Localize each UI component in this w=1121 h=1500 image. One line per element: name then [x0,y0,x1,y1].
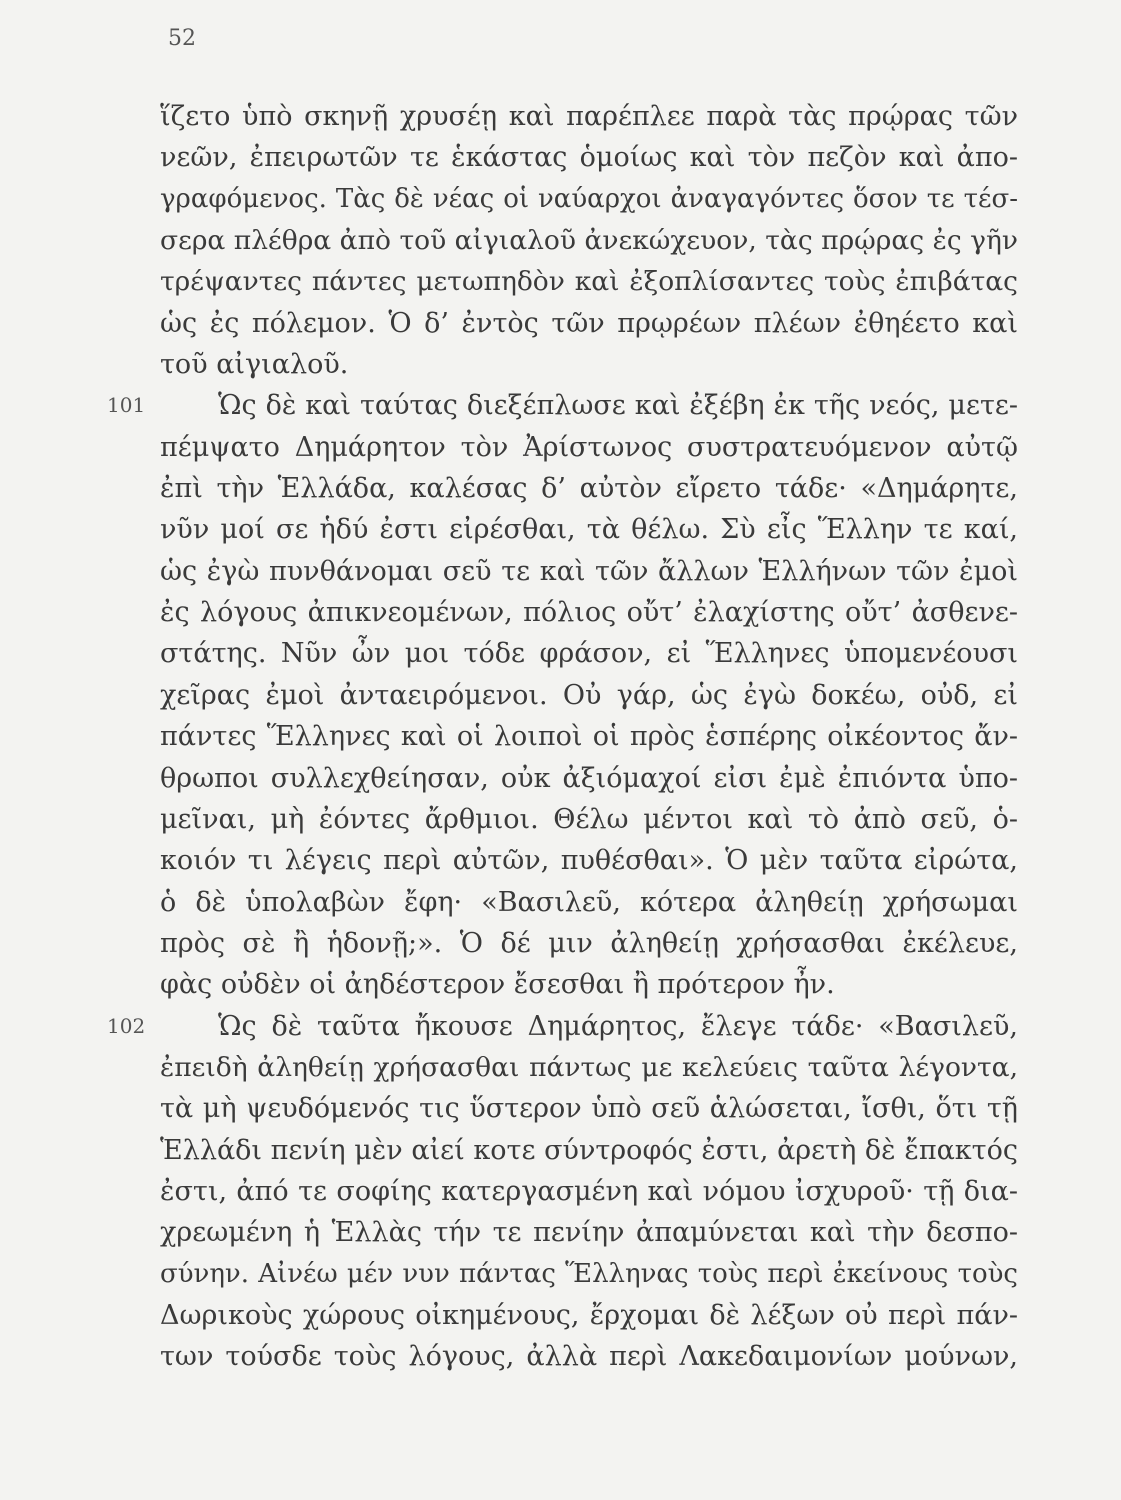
text-line: νεῶν, ἐπειρωτῶν τε ἑκάστας ὁμοίως καὶ τὸν πεζὸν καὶ ἀπο- [160,142,1018,174]
text-line: ἐστι, ἀπό τε σοφίης κατεργασμένη καὶ νόμου ἰσχυροῦ· τῇ δια- [160,1175,1018,1207]
text-line: μεῖναι, μὴ ἐόντες ἄρθμιοι. Θέλω μέντοι καὶ τὸ ἀπὸ σεῦ, ὁ- [160,803,1018,835]
text-line: τὰ μὴ ψευδόμενός τις ὕστερον ὑπὸ σεῦ ἁλώσεται, ἴσθι, ὅτι τῇ [160,1093,1018,1125]
text-line: τοῦ αἰγιαλοῦ. [160,349,349,381]
text-line: πάντες Ἕλληνες καὶ οἱ λοιποὶ οἱ πρὸς ἑσπέρης οἰκέοντος ἄν- [160,721,1018,753]
text-line: Δωρικοὺς χώρους οἰκημένους, ἔρχομαι δὲ λέξων οὐ περὶ πάν- [160,1299,1018,1331]
text-line: ἵζετο ὑπὸ σκηνῇ χρυσέῃ καὶ παρέπλεε παρὰ τὰς πρῴρας τῶν [160,101,1018,132]
page-number: 52 [168,26,196,51]
text-line: τρέψαντες πάντες μετωπηδὸν καὶ ἐξοπλίσαντες τοὺς ἐπιβάτας [160,266,1018,298]
text-line: στάτης. Νῦν ὦν μοι τόδε φράσον, εἰ Ἕλληνες ὑπομενέουσι [160,638,1018,670]
text-line: νῦν μοί σε ἡδύ ἐστι εἰρέσθαι, τὰ θέλω. Σὺ εἶς Ἕλλην τε καί, [160,514,1018,546]
greek-text-body [107,96,1018,1378]
text-line: θρωποι συλλεχθείησαν, οὐκ ἀξιόμαχοί εἰσι ἐμὲ ἐπιόντα ὑπο- [160,762,1018,794]
text-line: φὰς οὐδὲν οἱ ἀηδέστερον ἔσεσθαι ἢ πρότερον ἦν. [160,969,835,1001]
text-line: ἐπειδὴ ἀληθείῃ χρήσασθαι πάντως με κελεύεις ταῦτα λέγοντα, [160,1051,1018,1083]
text-line: ὡς ἐγὼ πυνθάνομαι σεῦ τε καὶ τῶν ἄλλων Ἑλλήνων τῶν ἐμοὶ [160,555,1018,587]
text-line: χρεωμένη ἡ Ἑλλὰς τήν τε πενίην ἀπαμύνεται καὶ τὴν δεσπο- [160,1217,1018,1249]
text-line: σύνην. Αἰνέω μέν νυν πάντας Ἕλληνας τοὺς περὶ ἐκείνους τοὺς [160,1258,1018,1289]
text-line: ἐς λόγους ἀπικνεομένων, πόλιος οὔτ’ ἐλαχίστης οὔτ’ ἀσθενε- [160,597,1018,629]
text-line: Ὡς δὲ καὶ ταύτας διεξέπλωσε καὶ ἐξέβη ἐκ τῆς νεός, μετε- [218,390,1018,422]
text-line: χεῖρας ἐμοὶ ἀνταειρόμενοι. Οὐ γάρ, ὡς ἐγὼ δοκέω, οὐδ, εἰ [160,679,1018,711]
text-line: σερα πλέθρα ἀπὸ τοῦ αἰγιαλοῦ ἀνεκώχευον, τὰς πρῴρας ἐς γῆν [160,225,1018,257]
text-line: γραφόμενος. Τὰς δὲ νέας οἱ ναύαρχοι ἀναγαγόντες ὅσον τε τέσ- [160,183,1018,214]
text-line: ὁ δὲ ὑπολαβὼν ἔφη· «Βασιλεῦ, κότερα ἀληθείῃ χρήσωμαι [160,886,1018,918]
section-101-first-line [107,385,1018,426]
text-line: πέμψατο Δημάρητον τὸν Ἀρίστωνος συστρατευόμενον αὐτῷ [160,431,1018,463]
text-line: Ὡς δὲ ταῦτα ἤκουσε Δημάρητος, ἔλεγε τάδε· «Βασιλεῦ, [218,1010,1018,1042]
text-line: πρὸς σὲ ἢ ἡδονῇ;». Ὁ δέ μιν ἀληθείῃ χρήσασθαι ἐκέλευε, [160,927,1018,959]
section-number-102: 102 [107,1013,146,1038]
text-line: Ἑλλάδι πενίη μὲν αἰεί κοτε σύντροφός ἐστι, ἀρετὴ δὲ ἔπακτός [160,1134,1018,1166]
section-number-101: 101 [107,393,146,418]
text-line: των τούσδε τοὺς λόγους, ἀλλὰ περὶ Λακεδαιμονίων μούνων, [160,1341,1018,1373]
text-line: κοιόν τι λέγεις περὶ αὐτῶν, πυθέσθαι». Ὁ μὲν ταῦτα εἰρώτα, [160,845,1018,877]
text-line: ὡς ἐς πόλεμον. Ὁ δ’ ἐντὸς τῶν πρῳρέων πλέων ἐθηέετο καὶ [160,307,1018,339]
text-line: ἐπὶ τὴν Ἑλλάδα, καλέσας δ’ αὐτὸν εἴρετο τάδε· «Δημάρητε, [160,473,1018,505]
section-102-first-line [107,1006,1018,1047]
